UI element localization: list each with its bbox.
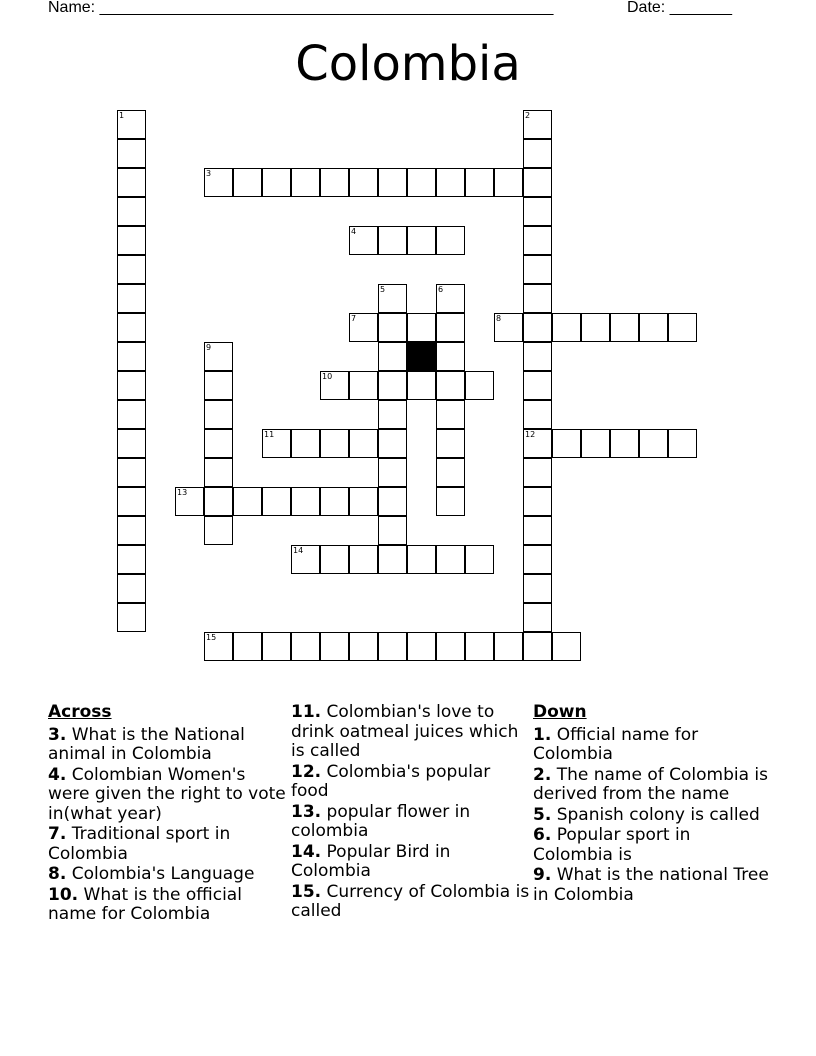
grid-cell[interactable]: [117, 313, 146, 342]
clue-number: 1.: [533, 724, 552, 745]
grid-cell[interactable]: [581, 313, 610, 342]
grid-cell[interactable]: [117, 255, 146, 284]
grid-cell[interactable]: [581, 429, 610, 458]
grid-cell[interactable]: [378, 284, 407, 313]
grid-cell[interactable]: [436, 458, 465, 487]
grid-cell[interactable]: [523, 197, 552, 226]
grid-cell[interactable]: [378, 313, 407, 342]
grid-cell[interactable]: [523, 429, 552, 458]
date-field[interactable]: Date: _______: [627, 0, 732, 16]
grid-cell[interactable]: [436, 400, 465, 429]
black-cell: [407, 342, 436, 371]
clue-item: [48, 865, 288, 885]
grid-cell[interactable]: [407, 313, 436, 342]
grid-cell[interactable]: [436, 313, 465, 342]
cell-number: 4: [351, 227, 357, 236]
clue-item: [48, 886, 288, 925]
grid-cell[interactable]: [204, 487, 233, 516]
clue-text: Traditional sport in Colombia: [48, 824, 231, 864]
grid-cell[interactable]: [523, 574, 552, 603]
grid-cell[interactable]: [117, 400, 146, 429]
grid-cell[interactable]: [378, 226, 407, 255]
cell-number: 8: [496, 314, 502, 323]
clue-text: What is the national Tree in Colombia: [533, 865, 769, 905]
grid-cell[interactable]: [523, 226, 552, 255]
grid-cell[interactable]: [668, 313, 697, 342]
clue-number: 13.: [291, 801, 322, 822]
grid-cell[interactable]: [117, 371, 146, 400]
grid-cell[interactable]: [436, 342, 465, 371]
clue-number: 2.: [533, 764, 552, 785]
clue-number: 11.: [291, 702, 322, 722]
across-clues-column-continued: [291, 703, 531, 923]
clue-text: What is the National animal in Colombia: [48, 724, 245, 764]
grid-cell[interactable]: [262, 487, 291, 516]
down-clues-column: [533, 703, 773, 906]
clue-number: 15.: [291, 881, 322, 902]
grid-cell[interactable]: [291, 168, 320, 197]
grid-cell[interactable]: [378, 545, 407, 574]
grid-cell[interactable]: [436, 545, 465, 574]
grid-cell[interactable]: [523, 632, 552, 661]
clue-text: Colombian Women's were given the right to vote in(what year): [48, 764, 286, 824]
grid-cell[interactable]: [523, 168, 552, 197]
grid-cell[interactable]: [349, 487, 378, 516]
grid-cell[interactable]: [378, 632, 407, 661]
grid-cell[interactable]: [378, 516, 407, 545]
grid-cell[interactable]: [320, 168, 349, 197]
clue-text: Official name for Colombia: [533, 724, 699, 764]
cell-number: 3: [206, 169, 212, 178]
clue-number: 3.: [48, 724, 67, 745]
grid-cell[interactable]: [523, 371, 552, 400]
grid-cell[interactable]: [407, 168, 436, 197]
grid-cell[interactable]: [204, 342, 233, 371]
grid-cell[interactable]: [262, 429, 291, 458]
grid-cell[interactable]: [349, 429, 378, 458]
grid-cell[interactable]: [639, 429, 668, 458]
grid-cell[interactable]: [320, 487, 349, 516]
grid-cell[interactable]: [291, 545, 320, 574]
clue-number: 7.: [48, 824, 67, 844]
grid-cell[interactable]: [465, 168, 494, 197]
grid-cell[interactable]: [349, 168, 378, 197]
grid-cell[interactable]: [552, 429, 581, 458]
grid-cell[interactable]: [349, 545, 378, 574]
grid-cell[interactable]: [436, 487, 465, 516]
grid-cell[interactable]: [407, 545, 436, 574]
grid-cell[interactable]: [320, 545, 349, 574]
cell-number: 6: [438, 285, 444, 294]
grid-cell[interactable]: [668, 429, 697, 458]
cell-number: 9: [206, 343, 212, 352]
cell-number: 11: [264, 430, 275, 439]
grid-cell[interactable]: [233, 168, 262, 197]
grid-cell[interactable]: [204, 371, 233, 400]
grid-cell[interactable]: [378, 487, 407, 516]
grid-cell[interactable]: [320, 632, 349, 661]
grid-cell[interactable]: [349, 632, 378, 661]
grid-cell[interactable]: [204, 458, 233, 487]
clue-number: 9.: [533, 865, 552, 885]
clue-number: 14.: [291, 841, 322, 862]
grid-cell[interactable]: [117, 487, 146, 516]
clue-text: Popular Bird in Colombia: [291, 841, 451, 881]
cell-number: 1: [119, 111, 125, 120]
grid-cell[interactable]: [204, 632, 233, 661]
clue-text: Spanish colony is called: [551, 804, 760, 825]
clue-item: [291, 843, 531, 882]
grid-cell[interactable]: [465, 632, 494, 661]
clue-number: 8.: [48, 864, 67, 884]
grid-cell[interactable]: [378, 168, 407, 197]
grid-cell[interactable]: [436, 284, 465, 313]
grid-cell[interactable]: [262, 632, 291, 661]
grid-cell[interactable]: [436, 429, 465, 458]
grid-cell[interactable]: [494, 313, 523, 342]
grid-cell[interactable]: [610, 313, 639, 342]
grid-cell[interactable]: [320, 371, 349, 400]
grid-cell[interactable]: [117, 342, 146, 371]
grid-cell[interactable]: [262, 168, 291, 197]
grid-cell[interactable]: [523, 458, 552, 487]
cell-number: 10: [322, 372, 333, 381]
grid-cell[interactable]: [349, 313, 378, 342]
grid-cell[interactable]: [523, 487, 552, 516]
clue-text: What is the official name for Colombia: [48, 884, 242, 924]
clue-text: Colombia's popular food: [291, 761, 491, 801]
clue-text: The name of Colombia is derived from the name: [533, 764, 768, 804]
clue-number: 5.: [533, 804, 552, 825]
grid-cell[interactable]: [117, 545, 146, 574]
grid-cell[interactable]: [204, 168, 233, 197]
clue-item: [533, 726, 773, 765]
clue-number: 4.: [48, 764, 67, 785]
grid-cell[interactable]: [465, 545, 494, 574]
clue-number: 12.: [291, 761, 322, 782]
clue-number: 10.: [48, 884, 79, 905]
grid-cell[interactable]: [378, 400, 407, 429]
grid-cell[interactable]: [117, 197, 146, 226]
grid-cell[interactable]: [610, 429, 639, 458]
cell-number: 5: [380, 285, 386, 294]
grid-cell[interactable]: [378, 342, 407, 371]
grid-cell[interactable]: [204, 400, 233, 429]
grid-cell[interactable]: [117, 603, 146, 632]
clue-number: 6.: [533, 825, 552, 845]
cell-number: 14: [293, 546, 304, 555]
grid-cell[interactable]: [436, 632, 465, 661]
grid-cell[interactable]: [523, 400, 552, 429]
grid-cell[interactable]: [117, 458, 146, 487]
clue-text: Colombian's love to drink oatmeal juices which is called: [291, 702, 519, 761]
clue-item: [533, 766, 773, 805]
clue-text: popular flower in colombia: [291, 801, 471, 841]
clue-item: [48, 825, 288, 864]
grid-cell[interactable]: [639, 313, 668, 342]
grid-cell[interactable]: [407, 371, 436, 400]
grid-cell[interactable]: [320, 429, 349, 458]
clue-item: [533, 866, 773, 905]
grid-cell[interactable]: [523, 255, 552, 284]
grid-cell[interactable]: [523, 110, 552, 139]
clue-item: [291, 703, 531, 762]
grid-cell[interactable]: [407, 632, 436, 661]
grid-cell[interactable]: [494, 632, 523, 661]
grid-cell[interactable]: [436, 371, 465, 400]
clue-item: [533, 806, 773, 826]
clue-item: [48, 726, 288, 765]
grid-cell[interactable]: [117, 139, 146, 168]
grid-cell[interactable]: [523, 139, 552, 168]
grid-cell[interactable]: [407, 226, 436, 255]
across-clues-column: [48, 703, 288, 926]
grid-cell[interactable]: [291, 487, 320, 516]
clue-item: [291, 763, 531, 802]
grid-cell[interactable]: [523, 545, 552, 574]
cell-number: 7: [351, 314, 357, 323]
grid-cell[interactable]: [436, 226, 465, 255]
grid-cell[interactable]: [291, 632, 320, 661]
clue-text: Popular sport in Colombia is: [533, 825, 691, 865]
grid-cell[interactable]: [523, 516, 552, 545]
grid-cell[interactable]: [378, 458, 407, 487]
grid-cell[interactable]: [117, 226, 146, 255]
name-field[interactable]: Name: ___________________________________________________: [48, 0, 554, 16]
grid-cell[interactable]: [523, 313, 552, 342]
cell-number: 12: [525, 430, 536, 439]
grid-cell[interactable]: [117, 284, 146, 313]
clue-text: Colombia's Language: [66, 864, 255, 884]
grid-cell[interactable]: [291, 429, 320, 458]
grid-cell[interactable]: [233, 632, 262, 661]
grid-cell[interactable]: [204, 516, 233, 545]
grid-cell[interactable]: [465, 371, 494, 400]
grid-cell[interactable]: [204, 429, 233, 458]
grid-cell[interactable]: [494, 168, 523, 197]
grid-cell[interactable]: [175, 487, 204, 516]
grid-cell[interactable]: [523, 603, 552, 632]
grid-cell[interactable]: [378, 371, 407, 400]
clue-item: [291, 883, 531, 922]
cell-number: 13: [177, 488, 188, 497]
grid-cell[interactable]: [523, 284, 552, 313]
grid-cell[interactable]: [117, 168, 146, 197]
clue-item: [291, 803, 531, 842]
cell-number: 15: [206, 633, 217, 642]
across-heading: Across: [48, 702, 112, 722]
grid-cell[interactable]: [117, 429, 146, 458]
grid-cell[interactable]: [117, 516, 146, 545]
grid-cell[interactable]: [117, 574, 146, 603]
grid-cell[interactable]: [233, 487, 262, 516]
grid-cell[interactable]: [552, 632, 581, 661]
grid-cell[interactable]: [349, 371, 378, 400]
grid-cell[interactable]: [117, 110, 146, 139]
grid-cell[interactable]: [523, 342, 552, 371]
clue-item: [533, 826, 773, 865]
down-heading: Down: [533, 702, 587, 722]
grid-cell[interactable]: [436, 168, 465, 197]
grid-cell[interactable]: [378, 429, 407, 458]
cell-number: 2: [525, 111, 531, 120]
grid-cell[interactable]: [552, 313, 581, 342]
clue-text: Currency of Colombia is called: [291, 881, 530, 921]
clue-item: [48, 766, 288, 825]
page-title: Colombia: [295, 36, 521, 92]
grid-cell[interactable]: [349, 226, 378, 255]
